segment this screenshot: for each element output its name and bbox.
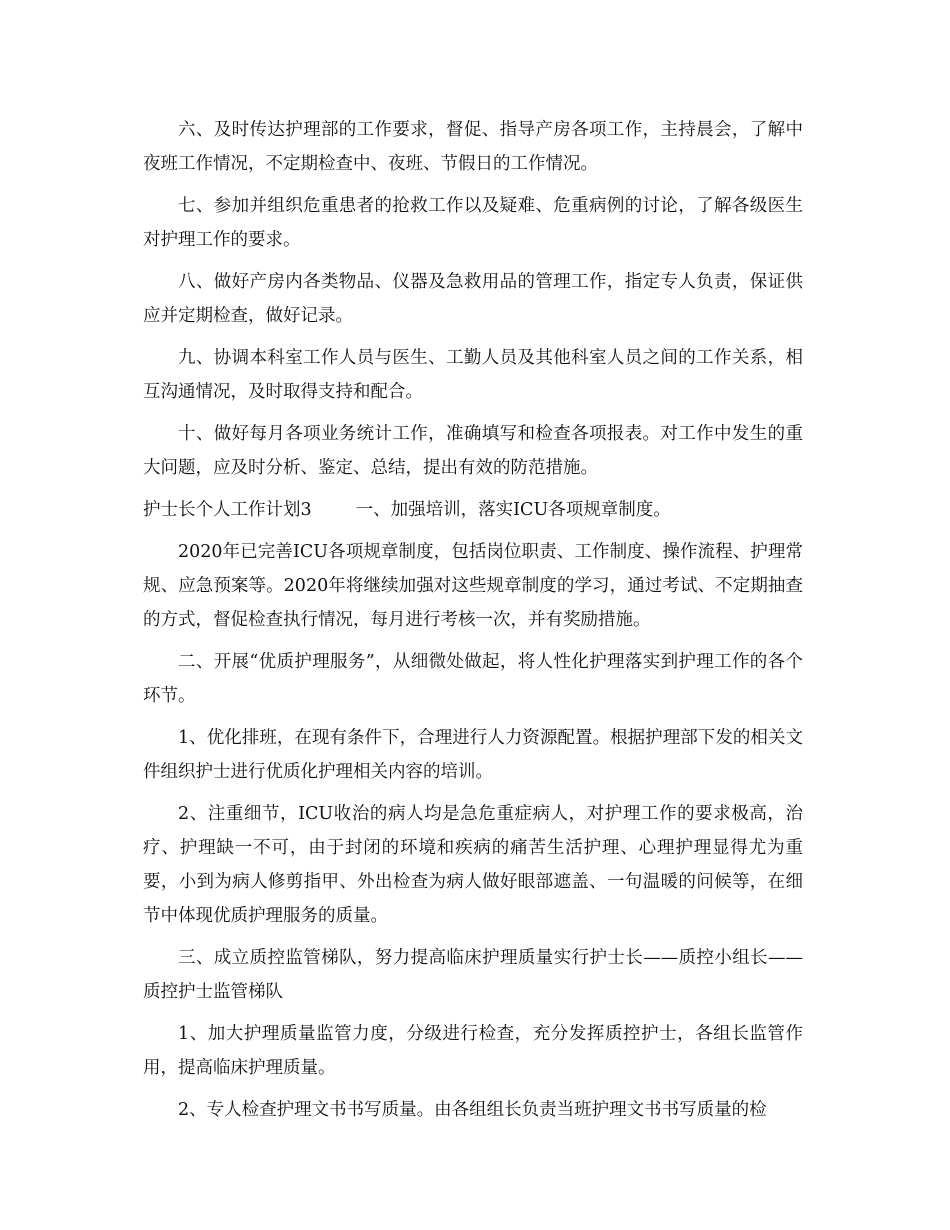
paragraph-rules-2020: 2020年已完善ICU各项规章制度，包括岗位职责、工作制度、操作流程、护理常规、应急预案等。2020年将继续加强对这些规章制度的学习，通过考试、不定期抽查的方式，督促检查执行情况，每月进行考核一次，并有奖励措施。 <box>143 542 803 630</box>
paragraph-item-seven: 七、参加并组织危重患者的抢救工作以及疑难、危重病例的讨论，了解各级医生对护理工作的要求。 <box>143 196 803 250</box>
section-title: 护士长个人工作计划3 <box>143 500 312 520</box>
paragraph-item-ten: 十、做好每月各项业务统计工作，准确填写和检查各项报表。对工作中发生的重大问题，应及时分析、鉴定、总结，提出有效的防范措施。 <box>143 424 803 478</box>
paragraph-item-nine: 九、协调本科室工作人员与医生、工勤人员及其他科室人员之间的工作关系，相互沟通情况，及时取得支持和配合。 <box>143 348 803 402</box>
paragraph-sub-2-documents: 2、专人检查护理文书书写质量。由各组组长负责当班护理文书书写质量的检 <box>178 1100 767 1120</box>
document-body <box>143 113 803 1135</box>
paragraph-item-three: 三、成立质控监管梯队，努力提高临床护理质量实行护士长——质控小组长——质控护士监管梯队 <box>143 948 803 1002</box>
paragraph-item-two: 二、开展“优质护理服务”，从细微处做起，将人性化护理落实到护理工作的各个环节。 <box>143 652 803 706</box>
paragraph-item-six: 六、及时传达护理部的工作要求，督促、指导产房各项工作，主持晨会，了解中夜班工作情况，不定期检查中、夜班、节假日的工作情况。 <box>143 120 803 174</box>
section-first-item: 一、加强培训，落实ICU各项规章制度。 <box>355 500 671 520</box>
section-heading-line <box>143 493 803 527</box>
paragraph-item-eight: 八、做好产房内各类物品、仪器及急救用品的管理工作，指定专人负责，保证供应并定期检查，做好记录。 <box>143 272 803 326</box>
paragraph-sub-1-scheduling: 1、优化排班，在现有条件下，合理进行人力资源配置。根据护理部下发的相关文件组织护士进行优质化护理相关内容的培训。 <box>143 728 803 782</box>
paragraph-sub-1-supervision: 1、加大护理质量监管力度，分级进行检查，充分发挥质控护士，各组长监管作用，提高临床护理质量。 <box>143 1024 803 1078</box>
paragraph-sub-2-details: 2、注重细节，ICU收治的病人均是急危重症病人，对护理工作的要求极高，治疗、护理缺一不可，由于封闭的环境和疾病的痛苦生活护理、心理护理显得尤为重要，小到为病人修剪指甲、外出检查为病人做好眼部遮盖、一句温暖的问候等，在细节中体现优质护理服务的质量。 <box>143 804 803 926</box>
